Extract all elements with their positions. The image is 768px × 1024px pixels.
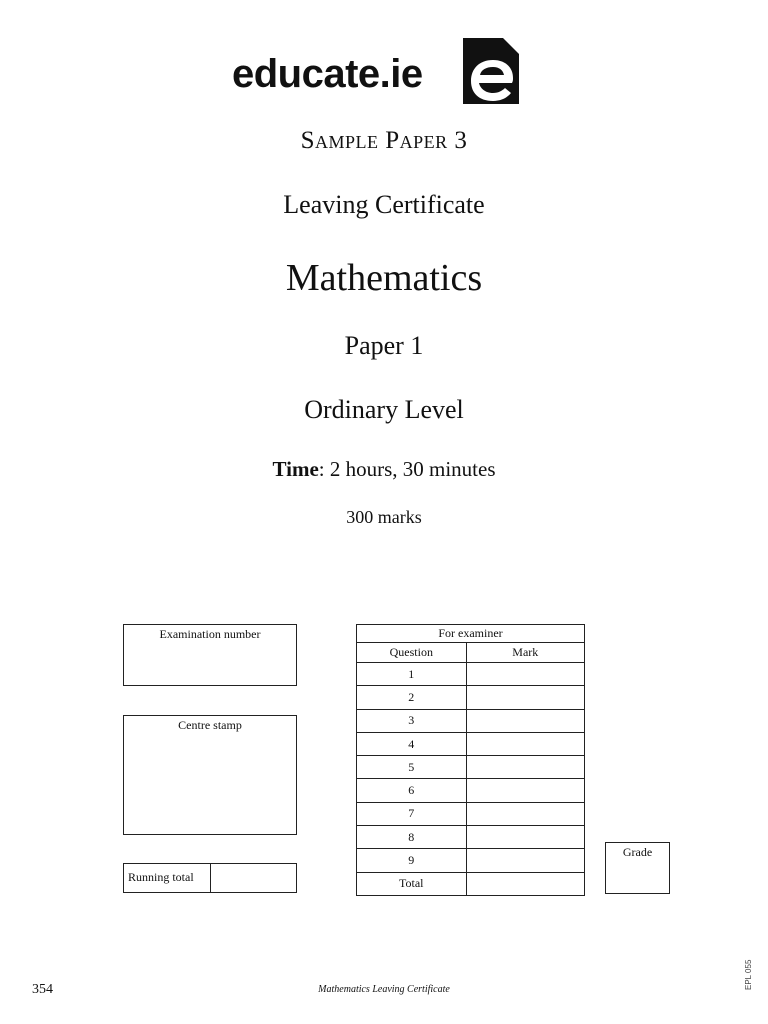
mark-cell[interactable] (466, 802, 584, 825)
certificate-title: Leaving Certificate (283, 190, 485, 219)
exam-level: Ordinary Level (304, 395, 464, 424)
time-allowed (0, 457, 768, 482)
footer-title: Mathematics Leaving Certificate (318, 984, 450, 995)
running-total-box (123, 863, 297, 893)
paper-number: Paper 1 (344, 331, 424, 360)
examiner-table-title: For examiner (357, 625, 585, 643)
subject-title: Mathematics (285, 257, 483, 299)
mark-cell[interactable] (466, 826, 584, 849)
table-row (357, 732, 585, 755)
document-code: EPL 055 (744, 959, 753, 990)
running-total-label: Running total (124, 864, 211, 892)
total-label: Total (357, 872, 467, 895)
question-number: 7 (357, 802, 467, 825)
mark-cell[interactable] (466, 849, 584, 872)
table-row (357, 663, 585, 686)
centre-stamp-box (123, 715, 297, 835)
sample-paper-label: Sample Paper 3 (300, 127, 468, 154)
mark-cell[interactable] (466, 709, 584, 732)
question-number: 3 (357, 709, 467, 732)
grade-box[interactable] (605, 842, 670, 894)
mark-cell[interactable] (466, 663, 584, 686)
time-label: Time (272, 457, 319, 481)
table-row (357, 779, 585, 802)
question-number: 6 (357, 779, 467, 802)
total-marks: 300 marks (346, 507, 422, 527)
question-column-header: Question (357, 643, 467, 663)
question-number: 8 (357, 826, 467, 849)
question-number: 5 (357, 756, 467, 779)
question-number: 9 (357, 849, 467, 872)
time-value: : 2 hours, 30 minutes (318, 457, 496, 481)
table-row (357, 686, 585, 709)
table-row (357, 802, 585, 825)
total-mark-cell[interactable] (466, 872, 584, 895)
grade-label: Grade (622, 845, 653, 859)
centre-stamp-label: Centre stamp (178, 718, 242, 732)
table-row (357, 709, 585, 732)
mark-cell[interactable] (466, 732, 584, 755)
mark-cell[interactable] (466, 686, 584, 709)
examiner-table (356, 624, 585, 896)
table-row (357, 826, 585, 849)
mark-column-header: Mark (466, 643, 584, 663)
question-number: 2 (357, 686, 467, 709)
mark-cell[interactable] (466, 756, 584, 779)
examination-number-box[interactable] (123, 624, 297, 686)
brand-logo-text: educate.ie (232, 52, 423, 96)
examination-number-label: Examination number (159, 627, 261, 641)
total-row (357, 872, 585, 895)
table-row (357, 849, 585, 872)
e-logo-icon (463, 38, 519, 104)
mark-cell[interactable] (466, 779, 584, 802)
table-row (357, 756, 585, 779)
running-total-value[interactable] (211, 864, 296, 892)
question-number: 1 (357, 663, 467, 686)
page-number: 354 (32, 982, 53, 997)
question-number: 4 (357, 732, 467, 755)
